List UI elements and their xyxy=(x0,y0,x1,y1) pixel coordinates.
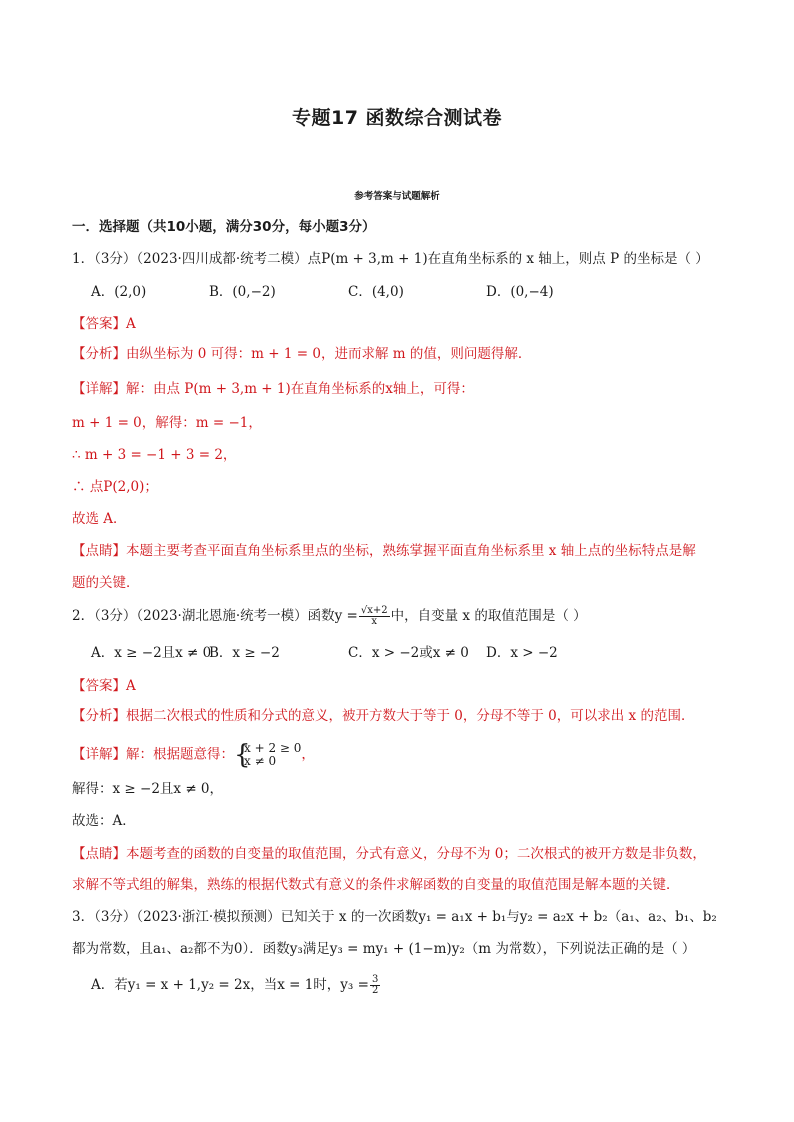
q2-comment-cont: 求解不等式组的解集，熟练的根据代数式有意义的条件求解函数的自变量的取值范围是解本题的关键． xyxy=(72,877,680,893)
q1-comment: 【点睛】本题主要考查平面直角坐标系里点的坐标，熟练掌握平面直角坐标系里 x 轴上点的坐标特点是解 xyxy=(72,543,696,559)
inequality-1: x + 2 ≥ 0 xyxy=(244,741,302,755)
q2-stem xyxy=(72,606,732,627)
q2-option-d: D．x > −2 xyxy=(486,645,558,661)
q2-function-fraction xyxy=(359,606,390,627)
fraction-denominator: x xyxy=(371,616,378,627)
fraction-numerator: 3 xyxy=(371,974,379,985)
q2-stem-text: 中，自变量 x 的取值范围是（ ） xyxy=(390,608,587,624)
inequality-system xyxy=(234,742,301,768)
q2-options xyxy=(91,644,751,662)
q3-option-a xyxy=(91,975,751,996)
q1-answer: 【答案】A xyxy=(72,316,136,332)
q1-option-a: A．(2,0) xyxy=(91,284,147,300)
fraction-numerator: √x+2 xyxy=(360,605,388,616)
brace-icon: { xyxy=(234,740,251,770)
q1-options xyxy=(91,283,751,301)
fraction-denominator: 2 xyxy=(371,985,379,996)
q2-option-a: A．x ≥ −2且x ≠ 0 xyxy=(91,645,212,661)
q1-detail-step: m + 1 = 0，解得：m = −1， xyxy=(72,415,262,431)
q2-option-c: C．x > −2或x ≠ 0 xyxy=(348,645,469,661)
q2-detail xyxy=(72,742,732,768)
q2-detail-text: ， xyxy=(301,746,315,763)
inequality-2: x ≠ 0 xyxy=(244,754,277,768)
q3-stem: 3．（3分）（2023·浙江·模拟预测）已知关于 x 的一次函数y₁ = a₁x + b₁与y₂ = a₂x + b₂（a₁、a₂、b₁、b₂ xyxy=(72,909,717,925)
q1-detail-step: ∴ m + 3 = −1 + 3 = 2， xyxy=(72,447,237,463)
q1-detail-step: 故选 A． xyxy=(72,511,127,527)
q2-analysis: 【分析】根据二次根式的性质和分式的意义，被开方数大于等于 0，分母不等于 0，可以求出 x 的范围． xyxy=(72,708,695,724)
q1-detail-step: ∴ 点P(2,0)； xyxy=(72,479,158,495)
q2-detail-step: 故选：A． xyxy=(72,813,136,829)
page-title: 专题17 函数综合测试卷 xyxy=(291,107,503,129)
q3-option-a-fraction xyxy=(370,975,380,996)
q1-option-b: B．(0,−2) xyxy=(209,284,276,300)
q2-answer: 【答案】A xyxy=(72,678,136,694)
q1-option-d: D．(0,−4) xyxy=(486,284,554,300)
q1-option-c: C．(4,0) xyxy=(348,284,404,300)
q2-detail-step: 解得：x ≥ −2且x ≠ 0， xyxy=(72,781,224,797)
q2-comment: 【点睛】本题考查的函数的自变量的取值范围，分式有意义，分母不为 0；二次根式的被开方数是非负数， xyxy=(72,846,706,862)
q2-option-b: B．x ≥ −2 xyxy=(209,645,280,661)
q1-analysis: 【分析】由纵坐标为 0 可得：m + 1 = 0，进而求解 m 的值，则问题得解． xyxy=(72,346,532,362)
section-heading: 一．选择题（共10小题，满分30分，每小题3分） xyxy=(72,219,376,235)
q1-stem: 1．（3分）（2023·四川成都·统考二模）点P(m + 3,m + 1)在直角坐标系的 x 轴上，则点 P 的坐标是（ ） xyxy=(72,251,709,267)
q1-comment-cont: 题的关键． xyxy=(72,575,140,591)
q1-detail: 【详解】解：由点 P(m + 3,m + 1)在直角坐标系的x轴上，可得： xyxy=(72,381,474,397)
q3-stem-cont: 都为常数，且a₁、a₂都不为0）．函数y₃满足y₃ = my₁ + (1−m)y₂（m 为常数），下列说法正确的是（ ） xyxy=(72,941,696,957)
q2-stem-text: 2．（3分）（2023·湖北恩施·统考一模）函数y = xyxy=(72,608,358,624)
page-subtitle: 参考答案与试题解析 xyxy=(354,191,440,202)
q3-option-a-text: A．若y₁ = x + 1,y₂ = 2x，当x = 1时，y₃ = xyxy=(91,977,369,993)
q2-detail-text: 【详解】解：根据题意得： xyxy=(72,746,234,763)
